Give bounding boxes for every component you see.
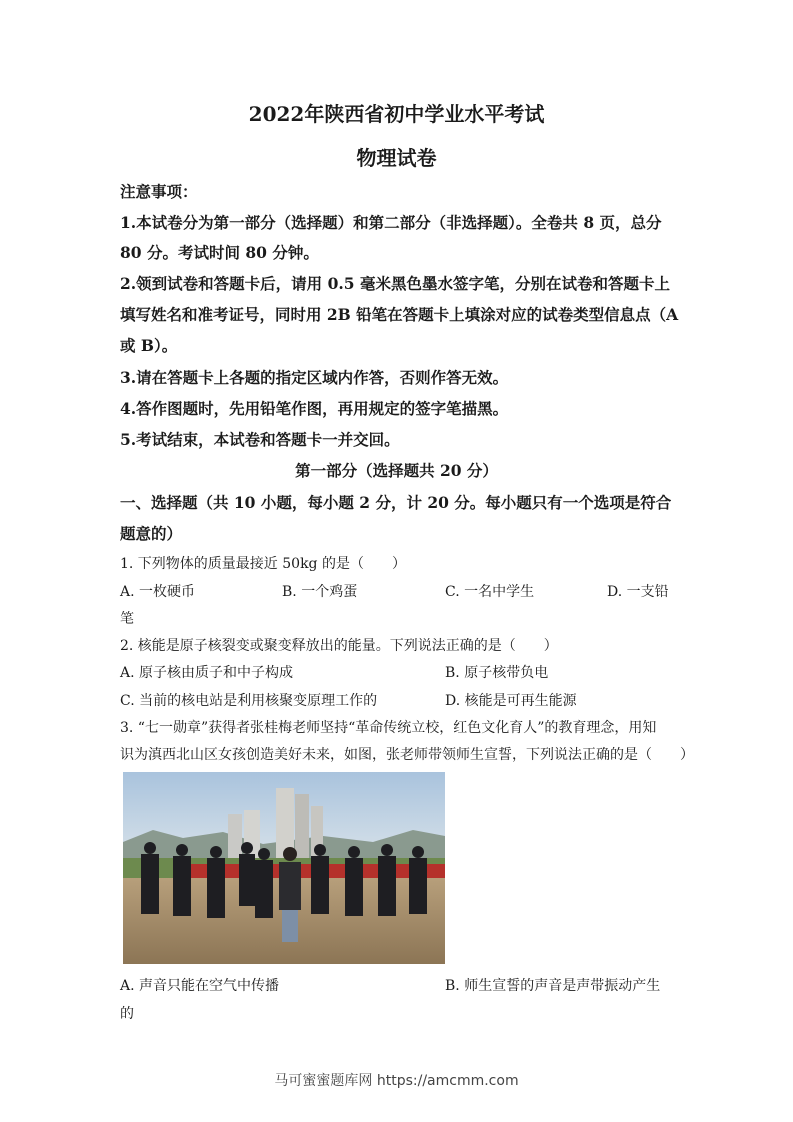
notes-heading: 注意事项： [120, 182, 198, 201]
oath-photo [123, 772, 445, 964]
question-1-stem: 1. 下列物体的质量最接近 50kg 的是（ ） [120, 556, 406, 572]
question-1-option-d: D. 一支铅 [607, 584, 669, 600]
question-3-option-b: B. 师生宣誓的声音是声带振动产生 [445, 978, 661, 994]
question-2-option-c: C. 当前的核电站是利用核聚变原理工作的 [120, 693, 378, 709]
part-heading: 第一部分（选择题共 20 分） [295, 461, 498, 480]
question-3-stem-cont: 识为滇西北山区女孩创造美好未来，如图，张老师带领师生宣誓，下列说法正确的是（ ） [120, 747, 694, 763]
question-2-option-b: B. 原子核带负电 [445, 665, 549, 681]
exam-title: 2022年陕西省初中学业水平考试 [248, 102, 545, 126]
notes-line: 3.请在答题卡上各题的指定区域内作答，否则作答无效。 [120, 368, 509, 387]
question-3-option-a: A. 声音只能在空气中传播 [120, 978, 280, 994]
question-1-option-d-wrap: 笔 [120, 611, 134, 627]
question-1-option-c: C. 一名中学生 [445, 584, 535, 600]
notes-line: 2.领到试卷和答题卡后，请用 0.5 毫米黑色墨水签字笔，分别在试卷和答题卡上 [120, 274, 670, 293]
question-3-option-b-wrap: 的 [120, 1006, 134, 1022]
oath-photo-illustration [123, 772, 445, 964]
question-2-stem: 2. 核能是原子核裂变或聚变释放出的能量。下列说法正确的是（ ） [120, 638, 558, 654]
question-2-option-a: A. 原子核由质子和中子构成 [120, 665, 294, 681]
notes-line: 5.考试结束，本试卷和答题卡一并交回。 [120, 430, 400, 449]
notes-line: 填写姓名和准考证号，同时用 2B 铅笔在答题卡上填涂对应的试卷类型信息点（A [120, 305, 679, 324]
notes-line: 4.答作图题时，先用铅笔作图，再用规定的签字笔描黑。 [120, 399, 509, 418]
notes-line: 80 分。考试时间 80 分钟。 [120, 243, 319, 262]
question-1-option-b: B. 一个鸡蛋 [282, 584, 358, 600]
notes-line: 1.本试卷分为第一部分（选择题）和第二部分（非选择题）。全卷共 8 页，总分 [120, 213, 662, 232]
footer-watermark[interactable]: 马可蜜蜜题库网 https://amcmm.com [274, 1073, 519, 1089]
exam-subtitle: 物理试卷 [356, 146, 437, 170]
section-heading: 一、选择题（共 10 小题，每小题 2 分，计 20 分。每小题只有一个选项是符合 [120, 493, 672, 512]
question-2-option-d: D. 核能是可再生能源 [445, 693, 577, 709]
section-heading-cont: 题意的） [120, 524, 183, 543]
notes-line: 或 B）。 [120, 336, 178, 355]
question-1-option-a: A. 一枚硬币 [120, 584, 196, 600]
question-3-stem: 3. “七一勋章”获得者张桂梅老师坚持“革命传统立校，红色文化育人”的教育理念，用知 [120, 720, 657, 736]
